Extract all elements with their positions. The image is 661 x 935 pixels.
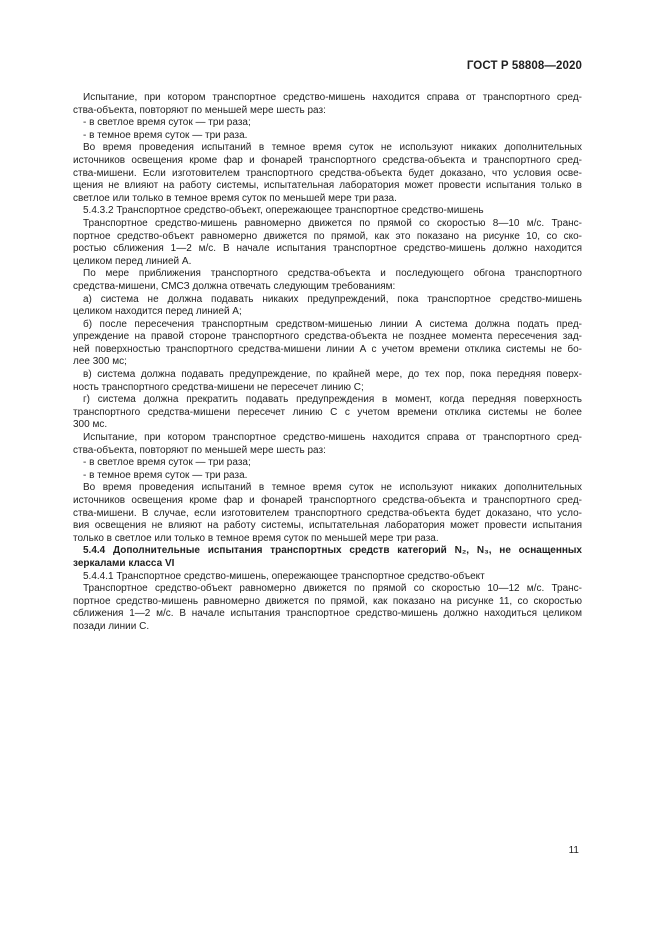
text-line: Транспортное средство-мишень равномерно движется по прямой со скоростью 8—10 м/с. Транс- — [83, 217, 582, 229]
text-line: транспортного средства-мишени пересечет линию С с учетом времени отклика системы не более — [73, 406, 582, 418]
text-line: портное средство-объект равномерно движется по прямой, как это показано на рисунке 10, со ско- — [73, 230, 582, 242]
text-line: По мере приближения транспортного средства-объекта и последующего обгона транспортного — [83, 268, 582, 280]
standard-id-header: ГОСТ Р 58808—2020 — [466, 60, 582, 72]
text-line: а) система не должна подавать никаких предупреждений, пока транспортное средство-мишень — [83, 293, 582, 305]
text-line: позади линии С. — [73, 620, 150, 632]
text-line: Испытание, при котором транспортное средство-мишень находится справа от транспортного сред- — [83, 432, 582, 444]
text-line: щения не влияют на работу системы, испытательная лаборатория может провести испытания только в — [73, 180, 582, 192]
text-line: портное средство-мишень равномерно движется по прямой, как показано на рисунке 11, со скоростью — [73, 595, 582, 607]
text-line: 5.4.4.1 Транспортное средство-мишень, опережающее транспортное средство-объект — [83, 570, 485, 582]
text-line: источников освещения кроме фар и фонарей транспортного средства-объекта и транспортного сред- — [73, 154, 582, 166]
text-line: в) система должна подавать предупреждение, по крайней мере, до тех пор, пока передняя поверх- — [83, 369, 582, 381]
text-line: светлое или только в темное время суток по меньшей мере три раза. — [73, 192, 397, 204]
text-line: 5.4.3.2 Транспортное средство-объект, опережающее транспортное средство-мишень — [83, 205, 484, 217]
body-text — [73, 92, 582, 634]
text-line: ства-мишени. В случае, если изготовителем транспортного средства-объекта будет доказано, что усло- — [73, 507, 582, 519]
text-line: Во время проведения испытаний в темное время суток не используют никаких дополнительных — [83, 142, 582, 154]
text-line: целиком находится перед линией А; — [73, 306, 242, 318]
text-line: только в светлое или только в темное время суток по меньшей мере три раза. — [73, 532, 439, 544]
text-line: лее 300 мс; — [73, 356, 127, 368]
text-line: вия освещения не влияют на работу системы, испытательная лаборатория может провести испытания — [73, 520, 582, 532]
text-line: б) после пересечения транспортным средством-мишенью линии А система должна подать пред- — [83, 318, 582, 330]
text-line: целиком перед линией А. — [73, 255, 192, 267]
text-line: г) система должна прекратить подавать предупреждения в момент, когда передняя поверхность — [83, 394, 582, 406]
text-line: 5.4.4 Дополнительные испытания транспортных средств категорий N₂, N₃, не оснащенных — [83, 545, 582, 557]
text-line: зеркалами класса VI — [73, 557, 175, 569]
text-line: - в темное время суток — три раза. — [83, 469, 248, 481]
text-line: 300 мс. — [73, 419, 108, 431]
page-number: 11 — [568, 845, 579, 856]
text-line: ростью сближения 1—2 м/с. В начале испытания транспортное средство-мишень должно находится — [73, 243, 582, 255]
text-line: ства-объекта, повторяют по меньшей мере шесть раз: — [73, 104, 326, 116]
text-line: - в светлое время суток — три раза; — [83, 457, 251, 469]
text-line: сближения 1—2 м/с. В начале испытания транспортное средство-мишень должно находиться целиком — [73, 608, 582, 620]
text-line: ства-объекта, повторяют по меньшей мере шесть раз: — [73, 444, 326, 456]
text-line: источников освещения кроме фар и фонарей транспортного средства-объекта и транспортного сред- — [73, 495, 582, 506]
text-line: средства-мишени, СМСЗ должна отвечать следующим требованиям: — [73, 280, 396, 292]
text-line: Испытание, при котором транспортное средство-мишень находится справа от транспортного сред- — [83, 92, 582, 103]
text-line: ней поверхностью транспортного средства-мишени линии А с учетом времени отклика системы не бо- — [73, 343, 582, 355]
text-line: ства-мишени. Если изготовителем транспортного средства-объекта будет доказано, что условия осве- — [73, 167, 582, 179]
text-line: Во время проведения испытаний в темное время суток не используют никаких дополнительных — [83, 482, 582, 494]
text-line: Транспортное средство-объект равномерно движется по прямой со скоростью 10—12 м/с. Транс- — [83, 583, 582, 595]
text-line: - в светлое время суток — три раза; — [83, 117, 251, 129]
text-line: - в темное время суток — три раза. — [83, 129, 248, 141]
text-line: ность транспортного средства-мишени не пересечет линию С; — [73, 381, 364, 393]
text-line: упреждение на правой стороне транспортного средства-объекта не позднее момента пересечения зад- — [73, 331, 582, 343]
